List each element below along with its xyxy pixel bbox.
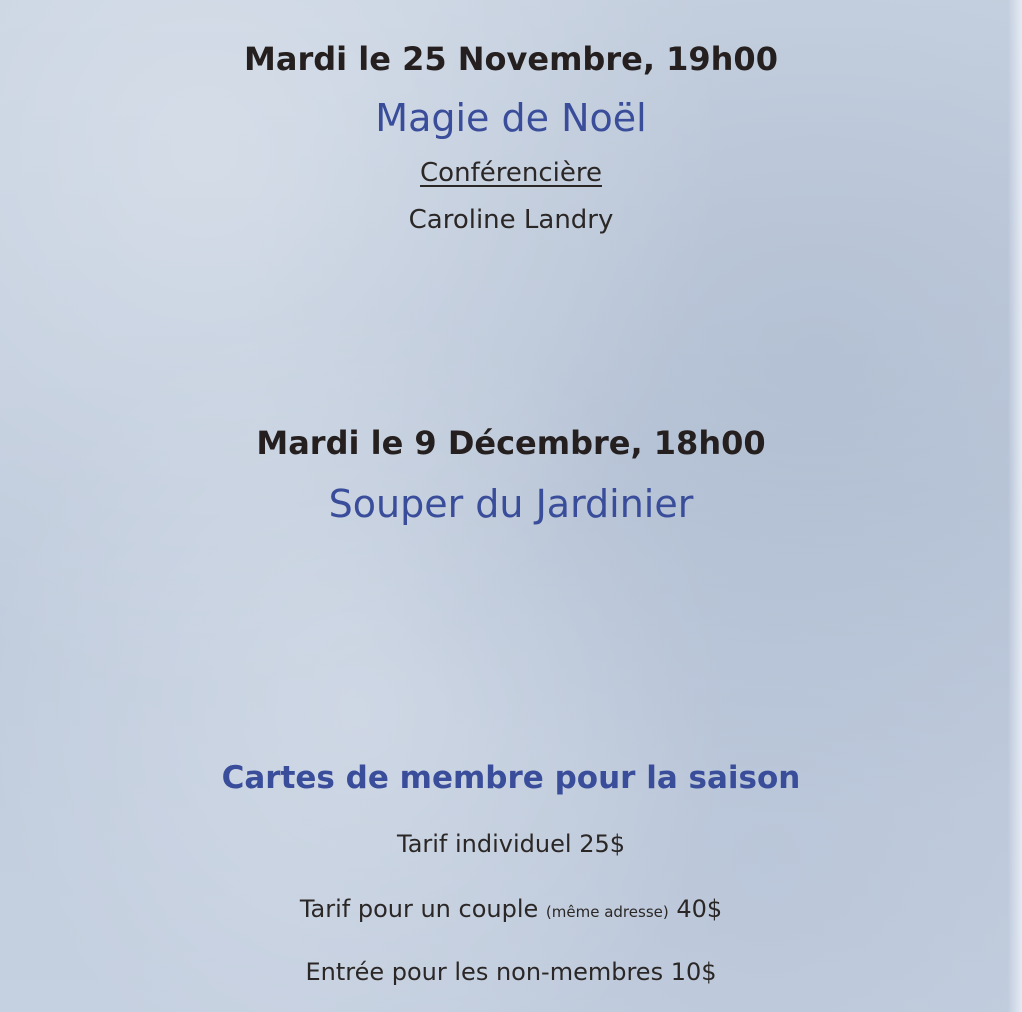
price-non-members: [0, 958, 1022, 986]
price-non-members-value: 10$: [670, 958, 717, 986]
price-couple-note: (même adresse): [545, 903, 669, 921]
event-1-speaker: Caroline Landry: [408, 205, 614, 235]
price-couple-label: Tarif pour un couple: [299, 895, 539, 923]
event-1-role: [0, 158, 1022, 188]
price-individual: [0, 830, 1022, 858]
event-2-title: Souper du Jardinier: [328, 482, 694, 526]
price-couple: [0, 895, 1022, 923]
event-1-role-label: Conférencière: [420, 158, 602, 188]
price-individual-value: 25$: [579, 830, 625, 858]
price-couple-value: 40$: [676, 895, 723, 923]
event-1-date: Mardi le 25 Novembre, 19h00: [244, 40, 778, 78]
price-non-members-label: Entrée pour les non-membres: [305, 958, 664, 986]
price-individual-label: Tarif individuel: [397, 830, 572, 858]
page-edge-highlight: [1008, 0, 1022, 1012]
event-1-title: Magie de Noël: [375, 96, 647, 140]
event-2-date: Mardi le 9 Décembre, 18h00: [256, 424, 766, 462]
membership-heading: Cartes de membre pour la saison: [221, 760, 801, 796]
